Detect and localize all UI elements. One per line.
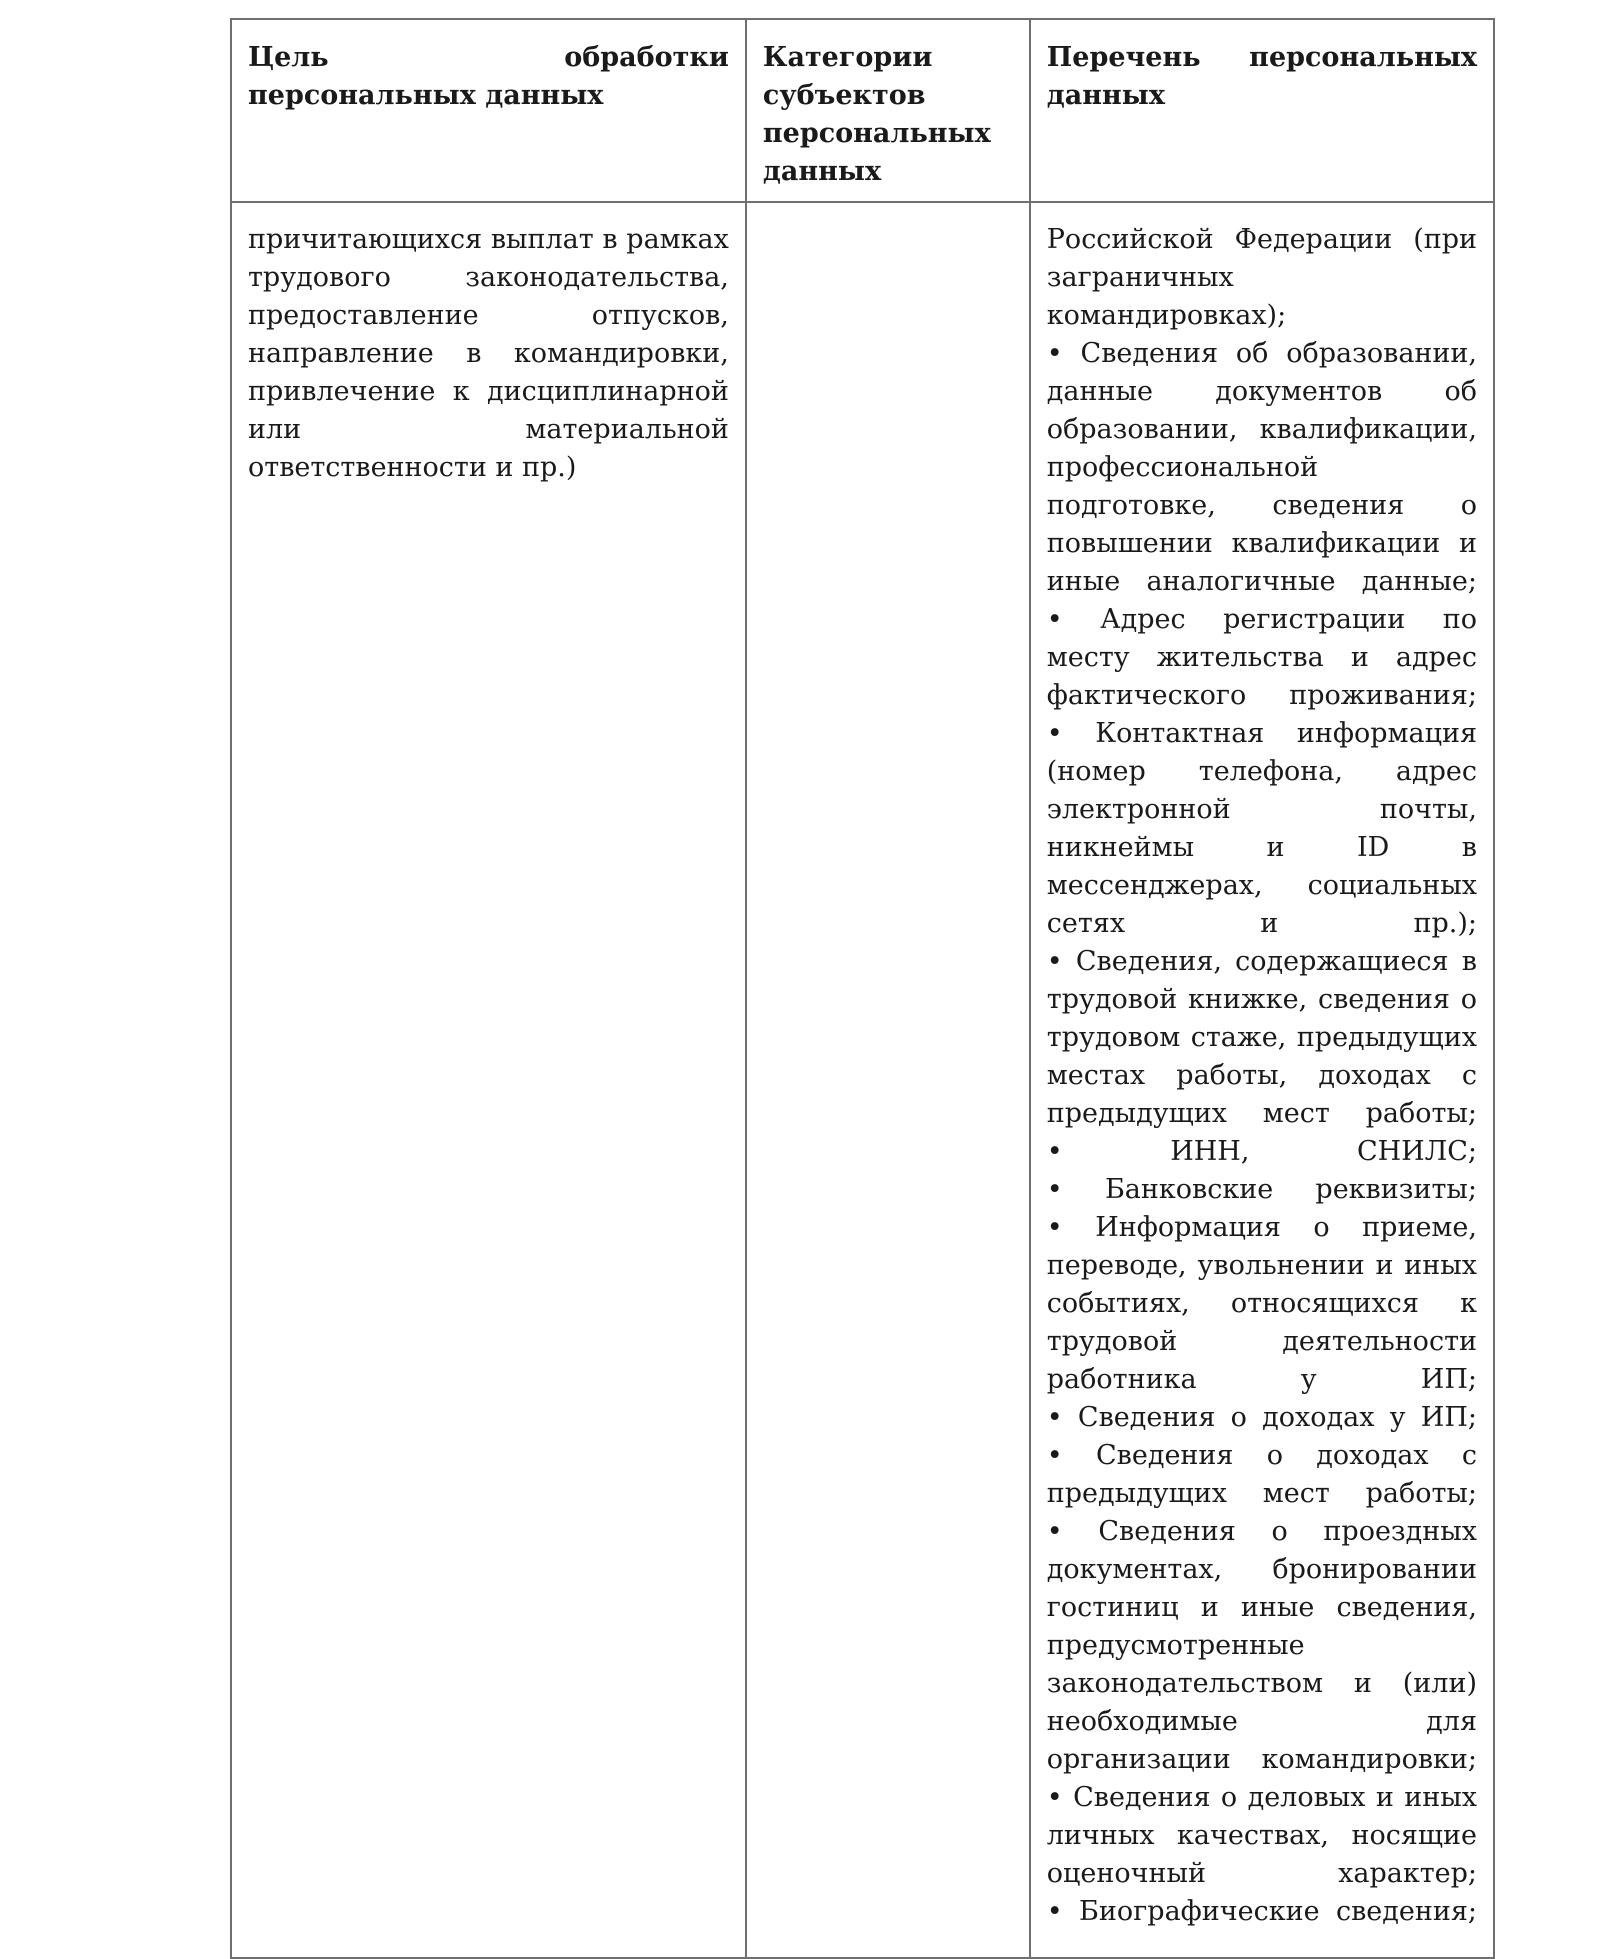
data-list-item: • Биографические сведения; [1046,1896,1477,1927]
data-list [1047,221,1477,1931]
data-list-item: • Сведения, содержащиеся в трудовой книжке, сведения о трудовом стаже, предыдущих местах работы, доходах с предыдущих мест работы; [1046,946,1477,1129]
header-data-list: Перечень персональных данных [1030,19,1494,202]
data-list-item: • Сведения о проездных документах, бронировании гостиниц и иные сведения, предусмотренные законодательством и (или) необходимые для организации командировки; [1046,1516,1477,1775]
table-row [231,202,1494,1958]
data-list-item: • Контактная информация (номер телефона, адрес электронной почты, никнеймы и ID в мессенджерах, социальных сетях и пр.); [1046,718,1477,939]
data-list-item: • Информация о приеме, переводе, увольнении и иных событиях, относящихся к трудовой деятельности работника у ИП; [1046,1212,1477,1395]
cell-subject-categories [746,202,1030,1958]
data-list-item: • Сведения о доходах с предыдущих мест работы; [1046,1440,1477,1509]
header-purpose: Цель обработки персональных данных [231,19,746,202]
data-list-item: • Сведения об образовании, данные документов об образовании, квалификации, профессиональной подготовке, сведения о повышении квалификации и иные аналогичные данные; [1046,338,1477,597]
header-subject-categories: Категории субъектов персональных данных [746,19,1030,202]
cell-data-list [1030,202,1494,1958]
data-list-item: • Банковские реквизиты; [1046,1174,1477,1205]
data-list-item: • Сведения о доходах у ИП; [1046,1402,1477,1433]
personal-data-table [230,18,1495,1959]
data-list-item: • ИНН, СНИЛС; [1046,1136,1477,1167]
cell-purpose [231,202,746,1958]
data-list-item: • Сведения о деловых и иных личных качествах, носящие оценочный характер; [1046,1782,1477,1889]
data-list-item: • Адрес регистрации по месту жительства и адрес фактического проживания; [1046,604,1477,711]
purpose-text: причитающихся выплат в рамках трудового законодательства, предоставление отпусков, направление в командировки, привлечение к дисциплинарной или материальной ответственности и пр.) [248,224,729,483]
data-list-item: Российской Федерации (при заграничных командировках); [1046,224,1477,331]
table-header-row [231,19,1494,202]
